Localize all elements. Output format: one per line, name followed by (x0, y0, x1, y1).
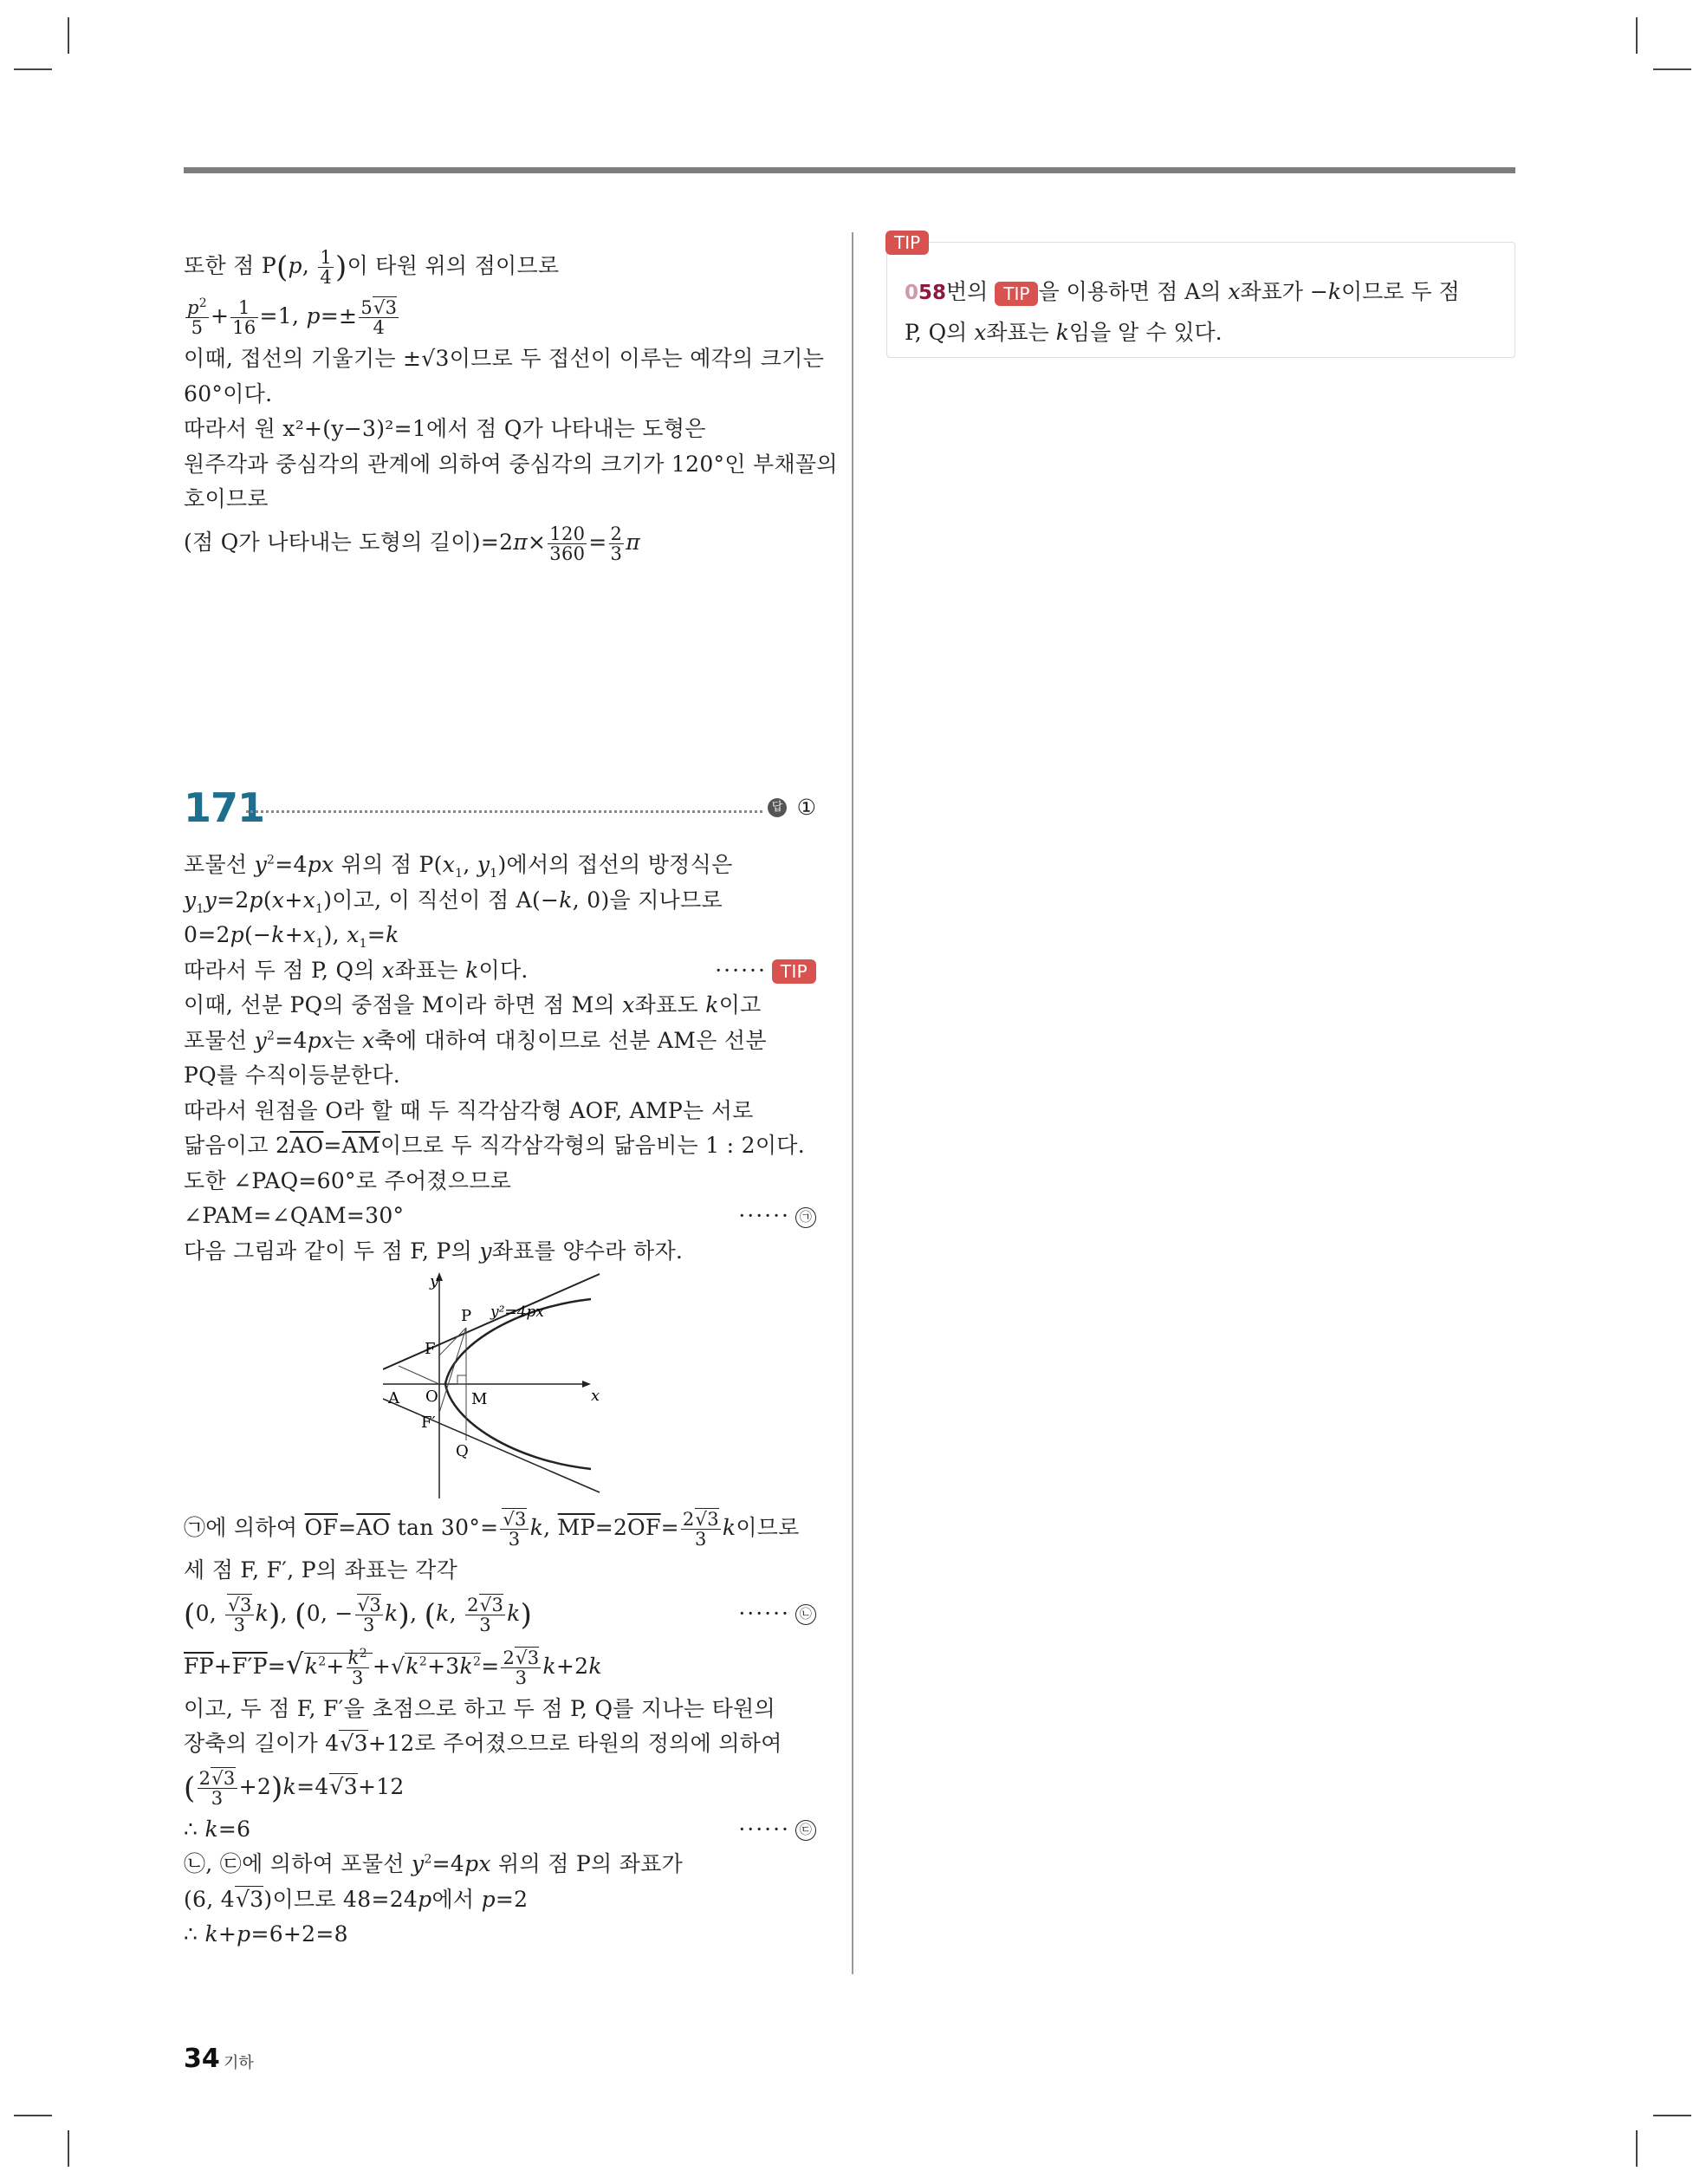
point-Q-label: Q (456, 1442, 469, 1460)
equation-line: (점 Q가 나타내는 도형의 길이)=2π× $\frac{120}{360}$ = $\frac{2}{3}$ π (184, 523, 640, 564)
tip-inline-tag: TIP (995, 282, 1038, 306)
problem-number: 171 (184, 784, 265, 831)
text-line: 다음 그림과 같이 두 점 F, P의 y좌표를 양수라 하자. (184, 1238, 684, 1264)
crop-mark (68, 2130, 69, 2167)
tip-content (905, 272, 1502, 353)
curve-label: y²=4px (490, 1303, 544, 1321)
marker-3: ㉢ (795, 1820, 816, 1841)
header-rule (184, 167, 1515, 173)
text-line: 장축의 길이가 4√3+12로 주어졌으므로 타원의 정의에 의하여 (184, 1731, 782, 1756)
section-label: 기하 (224, 2054, 254, 2072)
marker-1: ㉠ (795, 1207, 816, 1228)
text-line: 포물선 $y^2=4px$는 x축에 대하여 대칭이므로 선분 AM은 선분 (184, 1027, 767, 1053)
crop-mark (14, 2115, 52, 2116)
point-M-label: M (471, 1390, 488, 1408)
previous-solution (184, 241, 838, 568)
text-line: ∠PAM=∠QAM=30° ······ ㉠ (184, 1199, 816, 1234)
equation-line: (0, $\frac{√3}{3}$ k), (0, − $\frac{√3}{3}$ k), (k, $\frac{2√3}{3}$ k) ······ ㉡ (184, 1589, 816, 1639)
text-line: 따라서 원 x²+(y−3)²=1에서 점 Q가 나타내는 도형은 (184, 416, 706, 441)
answer-value: ① (796, 795, 816, 820)
y-axis-label: y (430, 1272, 439, 1290)
crop-mark (14, 68, 52, 70)
crop-mark (1636, 17, 1638, 54)
point-P-label: P (461, 1307, 472, 1325)
dotted-leader (246, 810, 762, 813)
text-line: 이고, 두 점 F, F′을 초점으로 하고 두 점 P, Q를 지나는 타원의 (184, 1695, 775, 1721)
equation-line: ㉠에 의하여 $\overline{OF}=\overline{AO}$ tan 30°= $\frac{√3}{3}$ k, $\overline{MP}=2\overline{OF}=$ $\frac{2√3}{3}$ k이므로 (184, 1509, 800, 1550)
equation-line: $\overline{FP}+F'P=√k^2+$ $\frac{k^2}{3}$ $+√k^2+3k^2=$ $\frac{2√3}{3}$ k+2k (184, 1646, 602, 1688)
text-line: ㉡, ㉢에 의하여 포물선 $y^2=4px$ 위의 점 P의 좌표가 (184, 1851, 684, 1876)
answer-icon: 답 (768, 798, 787, 817)
point-A-label: A (388, 1389, 399, 1407)
text-line: 60°이다. (184, 380, 273, 406)
text-line: 닮음이고 $2\overline{AO}=\overline{AM}$이므로 두 직각삼각형의 닮음비는 1 : 2이다. (184, 1133, 806, 1158)
tip-box (886, 232, 1515, 358)
text-line: ∴ k+p=6+2=8 (184, 1921, 348, 1947)
text-line: 원주각과 중심각의 관계에 의하여 중심각의 크기가 120°인 부채꼴의 (184, 451, 838, 477)
crop-mark (1653, 2115, 1691, 2116)
text-line: (6, 4√3)이므로 48=24p에서 p=2 (184, 1886, 529, 1912)
column-divider (852, 232, 853, 1974)
crop-mark (1653, 68, 1691, 70)
point-F-prime-label: F′ (421, 1414, 436, 1432)
point-F-label: F (425, 1340, 436, 1358)
equation-line: ( $\frac{2√3}{3}$ +2)k=4√3+12 (184, 1767, 405, 1809)
x-axis-label: x (591, 1387, 600, 1405)
solution-body (184, 848, 816, 1953)
text-line: 이때, 선분 PQ의 중점을 M이라 하면 점 M의 x좌표도 k이고 (184, 992, 762, 1017)
problem-reference: 058 (905, 282, 947, 304)
crop-mark (68, 17, 69, 54)
problem-header (184, 784, 816, 836)
text-line: 세 점 F, F′, P의 좌표는 각각 (184, 1557, 458, 1583)
equation-line: $\frac{p^2}{5}$ + $\frac{1}{16}$ =1, p=± $\frac{5√3}{4}$ (187, 296, 398, 338)
text-line: $0=2p(-k+x_1)$, $x_1=k$ (184, 922, 399, 951)
tip-line-1: 058번의 TIP 을 이용하면 점 A의 x좌표가 −k이므로 두 점 (905, 279, 1460, 304)
point-O-label: O (425, 1388, 438, 1406)
text-line: PQ를 수직이등분한다. (184, 1063, 401, 1088)
text-line: ∴ k=6 ······ ㉢ (184, 1812, 816, 1848)
tip-line-2: P, Q의 x좌표는 k임을 알 수 있다. (905, 320, 1223, 345)
page-number: 34 (184, 2044, 220, 2074)
text-line: $y_1y=2p(x+x_1)$이고, 이 직선이 점 A(−k, 0)을 지나므로 (184, 887, 723, 916)
text-line: 따라서 두 점 P, Q의 x좌표는 k이다. ······ TIP (184, 953, 816, 989)
tip-marker: TIP (772, 959, 816, 984)
tip-header: TIP (885, 231, 929, 255)
text-line: 도한 ∠PAQ=60°로 주어졌으므로 (184, 1167, 512, 1193)
text-line: 또한 점 P(p, $\frac{1}{4}$ )이 타원 위의 점이므로 (184, 247, 560, 288)
text-line: 호이므로 (184, 486, 269, 511)
text-line: 따라서 원점을 O라 할 때 두 직각삼각형 AOF, AMP는 서로 (184, 1097, 754, 1123)
crop-mark (1636, 2130, 1638, 2167)
marker-2: ㉡ (795, 1604, 816, 1625)
text-line: 이때, 접선의 기울기는 ±√3이므로 두 접선이 이루는 예각의 크기는 (184, 346, 825, 371)
text-line: 포물선 $y^2=4px$ 위의 점 $P(x_1$, $y_1$)에서의 접선의 방정식은 (184, 852, 733, 881)
parabola-figure (184, 1269, 816, 1503)
